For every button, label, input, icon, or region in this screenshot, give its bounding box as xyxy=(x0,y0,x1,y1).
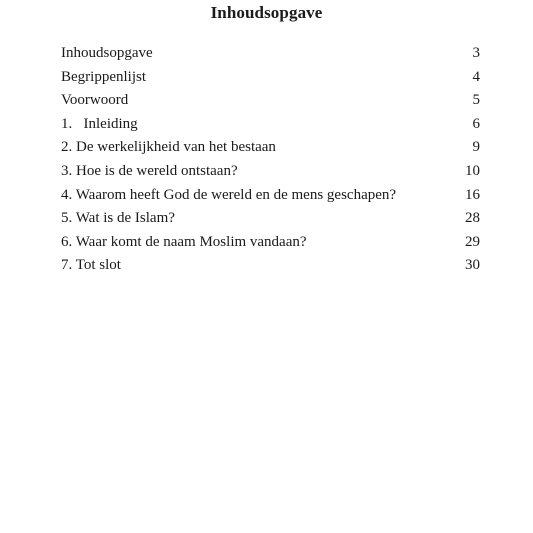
toc-entry-label: Begrippenlijst xyxy=(61,68,146,85)
toc-entry xyxy=(61,89,480,113)
toc-entry xyxy=(61,184,480,208)
toc-entry-label: 2. De werkelijkheid van het bestaan xyxy=(61,139,276,156)
toc-entry-page-number: 10 xyxy=(465,162,480,179)
toc-entry-page-number: 30 xyxy=(465,257,480,274)
toc-entry-page-number: 6 xyxy=(472,115,480,132)
table-of-contents xyxy=(61,42,480,278)
toc-entry-page-number: 3 xyxy=(472,45,480,61)
toc-entry xyxy=(61,136,480,160)
toc-entry xyxy=(61,66,480,90)
toc-entry xyxy=(61,160,480,184)
toc-entry-label: 1. Inleiding xyxy=(61,115,138,132)
toc-entry xyxy=(61,231,480,255)
toc-entry-page-number: 5 xyxy=(472,92,480,109)
toc-entry-label: 6. Waar komt de naam Moslim vandaan? xyxy=(61,233,307,250)
toc-entry-page-number: 16 xyxy=(465,186,480,203)
toc-entry xyxy=(61,113,480,137)
toc-entry-label: Voorwoord xyxy=(61,92,129,109)
toc-entry-label: 3. Hoe is de wereld ontstaan? xyxy=(61,162,238,179)
toc-entry xyxy=(61,207,480,231)
toc-entry-page-number: 29 xyxy=(465,233,480,250)
toc-entry xyxy=(61,254,480,278)
toc-entry-page-number: 28 xyxy=(465,210,480,227)
toc-entry-label: 5. Wat is de Islam? xyxy=(61,210,175,227)
toc-entry-label: Inhoudsopgave xyxy=(61,45,153,61)
toc-entry-label: 4. Waarom heeft God de wereld en de mens geschapen? xyxy=(61,186,397,203)
toc-entry-label: 7. Tot slot xyxy=(61,257,121,274)
toc-entry-page-number: 9 xyxy=(472,139,480,156)
toc-entry xyxy=(61,42,480,66)
page-title: Inhoudsopgave xyxy=(210,3,323,22)
toc-entry-page-number: 4 xyxy=(472,68,480,85)
